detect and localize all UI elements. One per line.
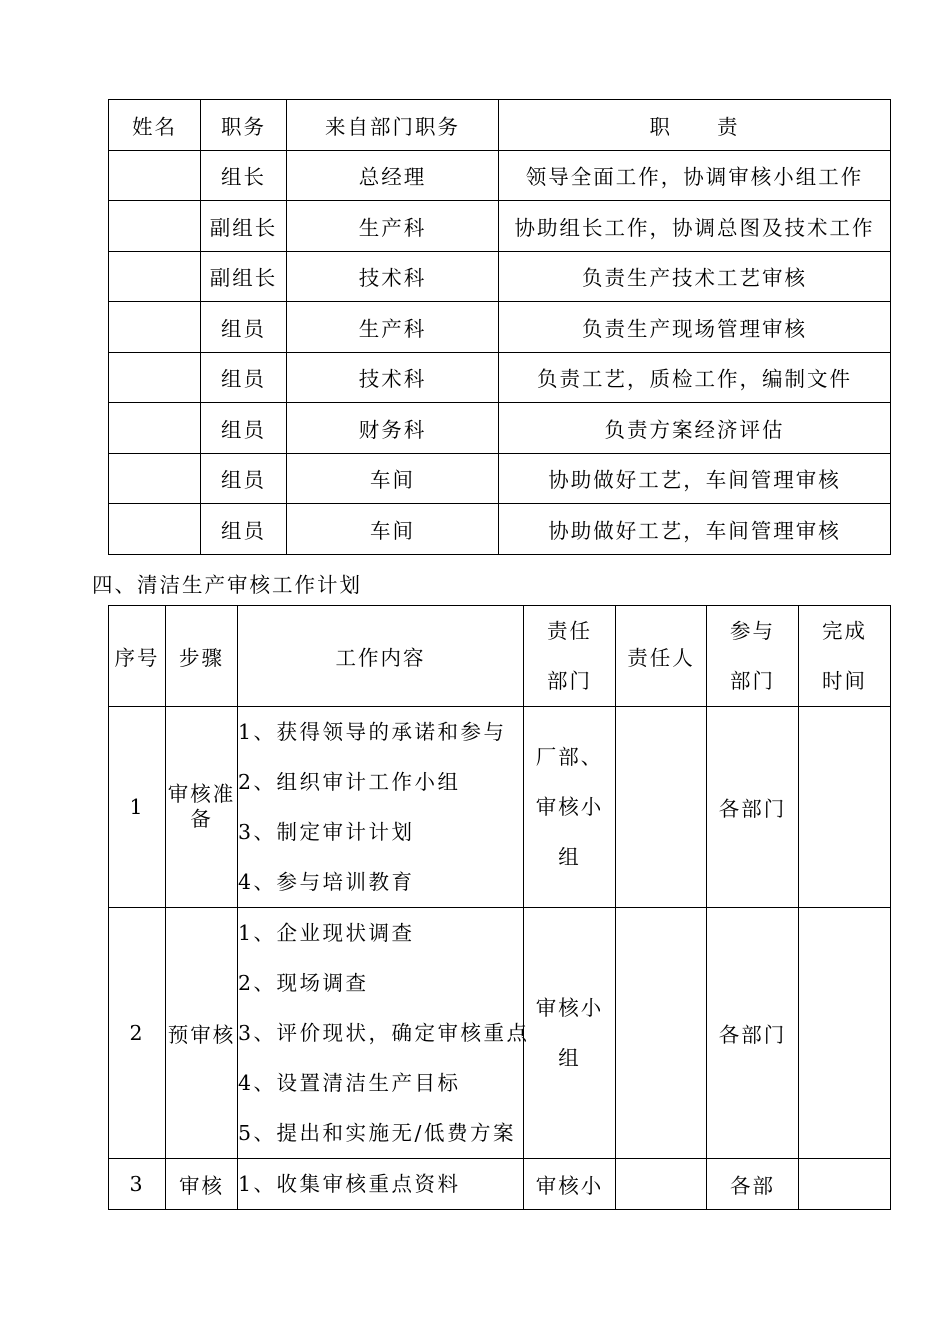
cell-name bbox=[109, 504, 201, 555]
cell-name bbox=[109, 201, 201, 252]
table-row bbox=[109, 302, 891, 353]
plan-table-header bbox=[109, 606, 891, 707]
cell-duty: 负责方案经济评估 bbox=[499, 403, 891, 454]
cell-step bbox=[166, 707, 238, 908]
cell-dept: 生产科 bbox=[287, 201, 499, 252]
cell-part-dept: 各部 bbox=[707, 1159, 799, 1210]
table-row bbox=[109, 504, 891, 555]
content-line: 1、获得领导的承诺和参与 bbox=[238, 720, 507, 744]
cell-step-line: 审核准 bbox=[167, 782, 236, 806]
content-line: 3、评价现状，确定审核重点 bbox=[238, 1021, 530, 1045]
header-part-dept-line: 参与 bbox=[730, 619, 775, 643]
header-finish-time-line: 时间 bbox=[822, 669, 867, 693]
header-part-dept-line: 部门 bbox=[730, 669, 775, 693]
content-line: 2、组织审计工作小组 bbox=[238, 770, 461, 794]
header-dept: 来自部门职务 bbox=[287, 100, 499, 151]
cell-name bbox=[109, 302, 201, 353]
cell-role: 组员 bbox=[201, 504, 287, 555]
cell-duty: 协助做好工艺，车间管理审核 bbox=[499, 504, 891, 555]
cell-dept: 生产科 bbox=[287, 302, 499, 353]
table-row bbox=[109, 251, 891, 302]
table-row bbox=[109, 201, 891, 252]
cell-duty: 负责生产现场管理审核 bbox=[499, 302, 891, 353]
plan-table bbox=[108, 605, 891, 1210]
content-line: 3、制定审计计划 bbox=[238, 820, 415, 844]
resp-dept-line: 组 bbox=[558, 1046, 581, 1070]
header-seq: 序号 bbox=[109, 606, 166, 707]
header-finish-time bbox=[799, 606, 891, 707]
cell-step-line: 预审核 bbox=[167, 1023, 236, 1047]
cell-resp-dept bbox=[524, 908, 616, 1159]
cell-name bbox=[109, 150, 201, 201]
table-row bbox=[109, 1159, 891, 1210]
cell-dept: 财务科 bbox=[287, 403, 499, 454]
table-row bbox=[109, 352, 891, 403]
header-part-dept bbox=[707, 606, 799, 707]
table-row bbox=[109, 403, 891, 454]
cell-seq: 2 bbox=[109, 908, 166, 1159]
cell-dept: 技术科 bbox=[287, 352, 499, 403]
cell-name bbox=[109, 352, 201, 403]
table-row bbox=[109, 150, 891, 201]
cell-step-line: 审核 bbox=[179, 1174, 224, 1198]
cell-role: 副组长 bbox=[201, 251, 287, 302]
resp-dept-line: 厂部、 bbox=[535, 745, 604, 769]
header-resp-person: 责任人 bbox=[616, 606, 707, 707]
team-table bbox=[108, 99, 891, 555]
header-content: 工作内容 bbox=[238, 606, 524, 707]
cell-finish-time bbox=[799, 908, 891, 1159]
header-duty: 职 责 bbox=[499, 100, 891, 151]
cell-content bbox=[238, 1159, 524, 1210]
resp-dept-line: 组 bbox=[558, 845, 581, 869]
cell-content bbox=[238, 707, 524, 908]
cell-name bbox=[109, 251, 201, 302]
team-table-header bbox=[109, 100, 891, 151]
content-line: 1、收集审核重点资料 bbox=[238, 1172, 461, 1196]
cell-duty: 负责生产技术工艺审核 bbox=[499, 251, 891, 302]
cell-duty: 协助组长工作，协调总图及技术工作 bbox=[499, 201, 891, 252]
cell-part-dept: 各部门 bbox=[707, 908, 799, 1159]
cell-part-dept: 各部门 bbox=[707, 707, 799, 908]
cell-resp-person bbox=[616, 1159, 707, 1210]
resp-dept-line: 审核小 bbox=[535, 1174, 604, 1198]
cell-duty: 协助做好工艺，车间管理审核 bbox=[499, 453, 891, 504]
cell-finish-time bbox=[799, 1159, 891, 1210]
cell-role: 组员 bbox=[201, 403, 287, 454]
header-finish-time-line: 完成 bbox=[822, 619, 867, 643]
section-heading: 四、清洁生产审核工作计划 bbox=[92, 573, 362, 597]
cell-role: 副组长 bbox=[201, 201, 287, 252]
header-resp-dept-line: 责任 bbox=[547, 619, 592, 643]
cell-resp-person bbox=[616, 908, 707, 1159]
table-row bbox=[109, 707, 891, 908]
header-name: 姓名 bbox=[109, 100, 201, 151]
cell-resp-dept bbox=[524, 707, 616, 908]
content-line: 5、提出和实施无/低费方案 bbox=[238, 1121, 516, 1145]
content-line: 4、参与培训教育 bbox=[238, 870, 415, 894]
cell-dept: 总经理 bbox=[287, 150, 499, 201]
cell-dept: 车间 bbox=[287, 453, 499, 504]
cell-role: 组长 bbox=[201, 150, 287, 201]
cell-name bbox=[109, 403, 201, 454]
cell-content bbox=[238, 908, 530, 1159]
cell-role: 组员 bbox=[201, 302, 287, 353]
content-line: 4、设置清洁生产目标 bbox=[238, 1071, 461, 1095]
resp-dept-line: 审核小 bbox=[535, 795, 604, 819]
header-role: 职务 bbox=[201, 100, 287, 151]
header-resp-dept bbox=[524, 606, 616, 707]
header-resp-dept-line: 部门 bbox=[547, 669, 592, 693]
cell-duty: 负责工艺，质检工作，编制文件 bbox=[499, 352, 891, 403]
cell-step bbox=[166, 1159, 238, 1210]
cell-seq: 3 bbox=[109, 1159, 166, 1210]
header-step: 步骤 bbox=[166, 606, 238, 707]
cell-dept: 技术科 bbox=[287, 251, 499, 302]
cell-name bbox=[109, 453, 201, 504]
cell-role: 组员 bbox=[201, 352, 287, 403]
cell-role: 组员 bbox=[201, 453, 287, 504]
content-line: 1、企业现状调查 bbox=[238, 921, 415, 945]
content-line: 2、现场调查 bbox=[238, 971, 369, 995]
cell-resp-person bbox=[616, 707, 707, 908]
resp-dept-line: 审核小 bbox=[535, 996, 604, 1020]
cell-duty: 领导全面工作，协调审核小组工作 bbox=[499, 150, 891, 201]
cell-finish-time bbox=[799, 707, 891, 908]
cell-resp-dept bbox=[524, 1159, 616, 1210]
table-row bbox=[109, 453, 891, 504]
cell-seq: 1 bbox=[109, 707, 166, 908]
table-row bbox=[109, 908, 891, 1159]
cell-step bbox=[166, 908, 238, 1159]
cell-dept: 车间 bbox=[287, 504, 499, 555]
cell-step-line: 备 bbox=[190, 807, 213, 831]
